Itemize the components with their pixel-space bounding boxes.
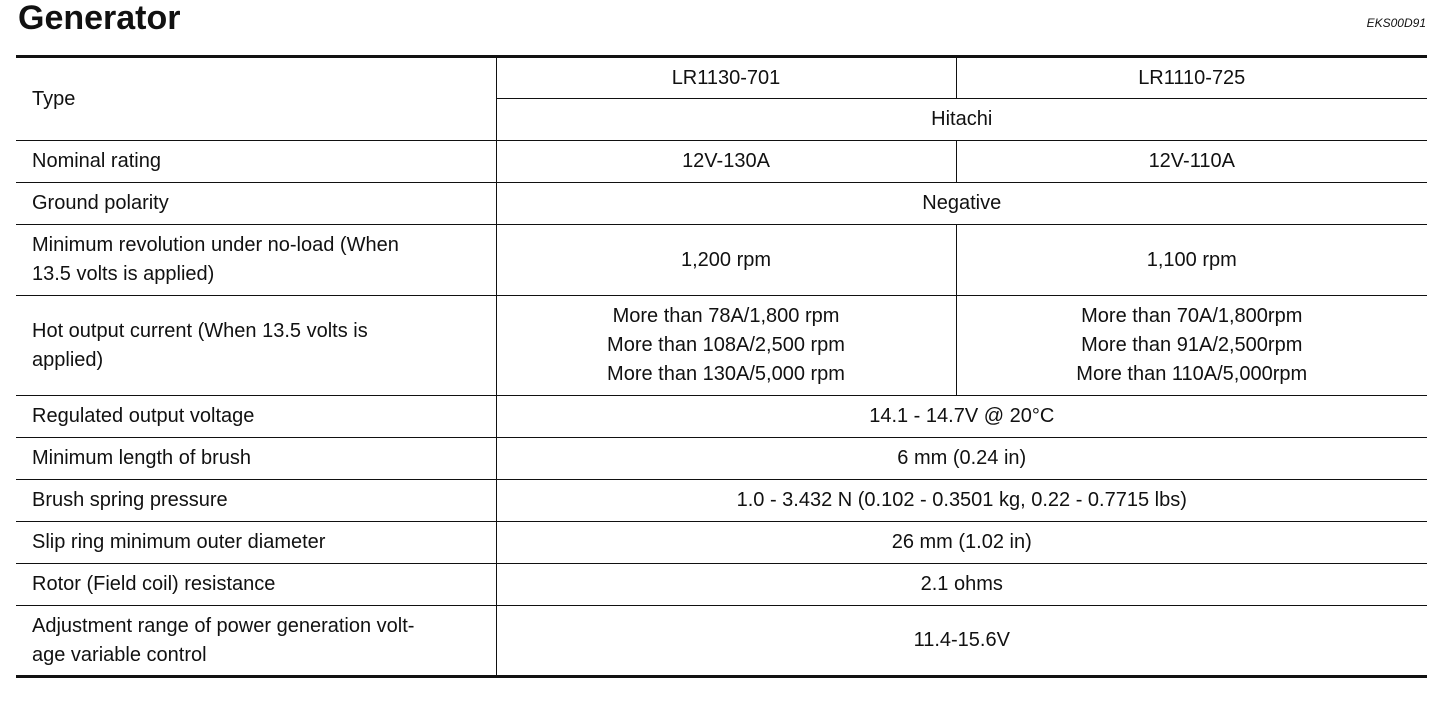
table-row <box>16 438 1427 480</box>
slip-ring-label: Slip ring minimum outer diameter <box>16 522 496 564</box>
maker-cell: Hitachi <box>496 99 1427 141</box>
regulated-voltage-label: Regulated output voltage <box>16 396 496 438</box>
table-row <box>16 183 1427 225</box>
adjustment-range-value: 11.4-15.6V <box>496 606 1427 677</box>
table-row <box>16 564 1427 606</box>
brush-pressure-value: 1.0 - 3.432 N (0.102 - 0.3501 kg, 0.22 - 0.7715 lbs) <box>496 480 1427 522</box>
adjustment-range-label-line2: age variable control <box>32 643 207 666</box>
table-row <box>16 225 1427 296</box>
table-row <box>16 57 1427 99</box>
adjustment-range-label-line1: Adjustment range of power generation volt- <box>32 614 415 637</box>
adjustment-range-label <box>16 606 496 677</box>
hot-output-b-line3: More than 110A/5,000rpm <box>1076 363 1308 385</box>
min-revolution-b: 1,100 rpm <box>956 225 1427 296</box>
hot-output-label-line2: applied) <box>32 348 104 371</box>
slip-ring-value: 26 mm (1.02 in) <box>496 522 1427 564</box>
model-b-cell: LR1110-725 <box>956 57 1427 99</box>
brush-length-label: Minimum length of brush <box>16 438 496 480</box>
min-revolution-label <box>16 225 496 296</box>
brush-length-value: 6 mm (0.24 in) <box>496 438 1427 480</box>
ground-polarity-label: Ground polarity <box>16 183 496 225</box>
type-label: Type <box>32 87 76 110</box>
regulated-voltage-value: 14.1 - 14.7V @ 20°C <box>496 396 1427 438</box>
table-row <box>16 480 1427 522</box>
rotor-resistance-label: Rotor (Field coil) resistance <box>16 564 496 606</box>
table-row <box>16 141 1427 183</box>
hot-output-b-line2: More than 91A/2,500rpm <box>1081 334 1303 356</box>
model-a-cell: LR1130-701 <box>496 57 956 99</box>
hot-output-b-line1: More than 70A/1,800rpm <box>1081 305 1303 327</box>
nominal-rating-a: 12V-130A <box>496 141 956 183</box>
hot-output-a-line3: More than 130A/5,000 rpm <box>607 363 845 385</box>
nominal-rating-b: 12V-110A <box>956 141 1427 183</box>
nominal-rating-label: Nominal rating <box>16 141 496 183</box>
table-row <box>16 606 1427 677</box>
hot-output-a <box>496 296 956 396</box>
rotor-resistance-value: 2.1 ohms <box>496 564 1427 606</box>
page-title: Generator <box>18 0 181 37</box>
table-row <box>16 396 1427 438</box>
hot-output-label-line1: Hot output current (When 13.5 volts is <box>32 319 368 342</box>
document-code: EKS00D91 <box>1366 16 1426 30</box>
hot-output-a-line2: More than 108A/2,500 rpm <box>607 334 845 356</box>
brush-pressure-label: Brush spring pressure <box>16 480 496 522</box>
min-revolution-label-line1: Minimum revolution under no-load (When <box>32 234 399 256</box>
hot-output-label <box>16 296 496 396</box>
table-row <box>16 296 1427 396</box>
hot-output-a-line1: More than 78A/1,800 rpm <box>612 305 840 327</box>
min-revolution-label-line2: 13.5 volts is applied) <box>32 263 215 285</box>
generator-spec-table <box>16 55 1427 678</box>
min-revolution-a: 1,200 rpm <box>496 225 956 296</box>
ground-polarity-value: Negative <box>496 183 1427 225</box>
hot-output-b <box>956 296 1427 396</box>
table-row <box>16 522 1427 564</box>
